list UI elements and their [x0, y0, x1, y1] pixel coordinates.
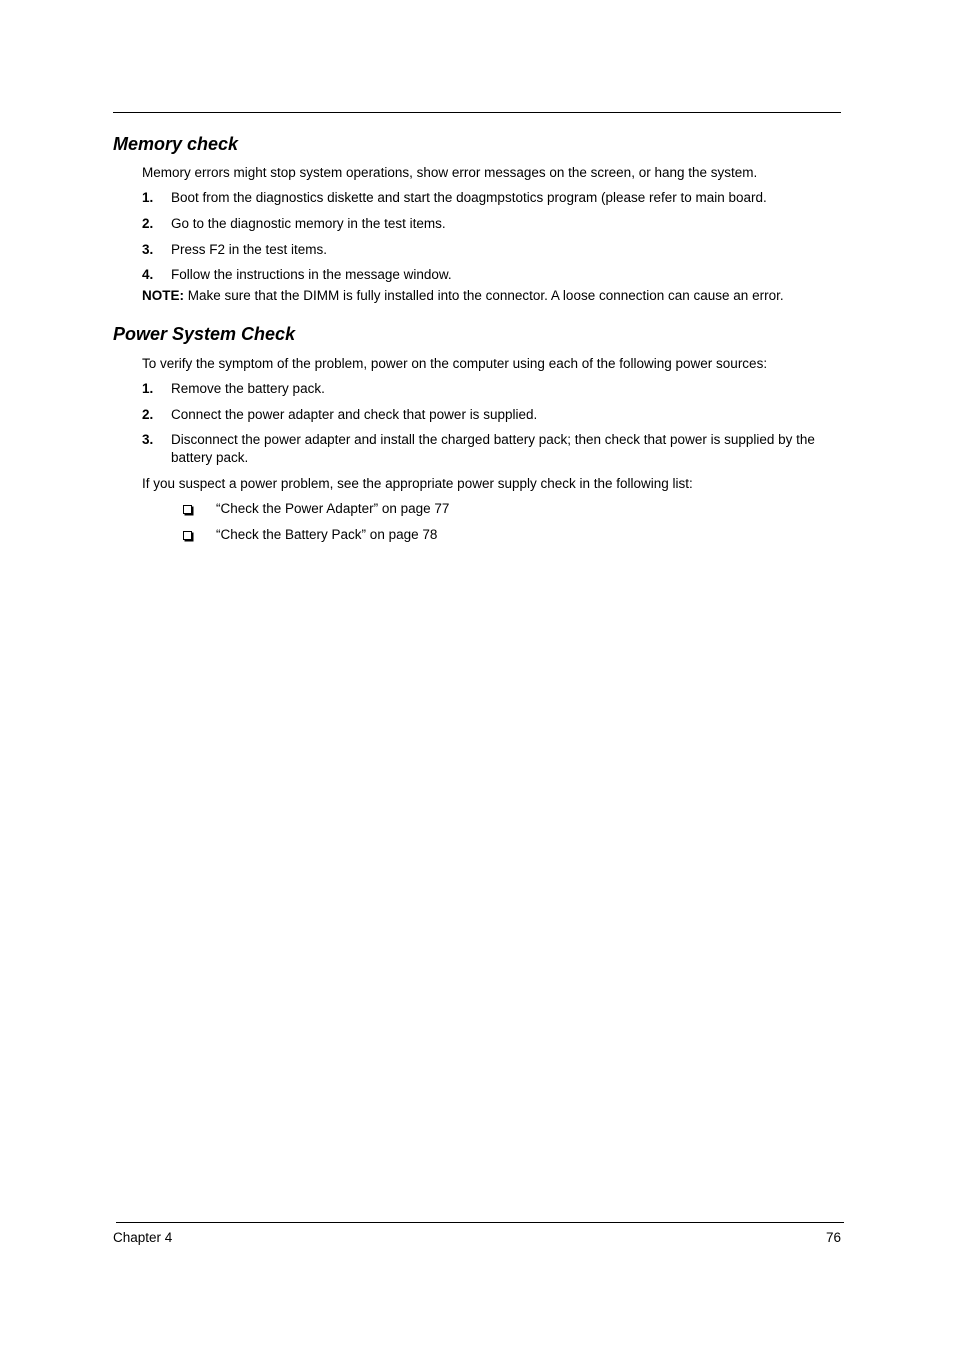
note-label: NOTE: — [142, 288, 184, 303]
step-text: Disconnect the power adapter and install the charged battery pack; then check that power is supplied by the battery pack. — [171, 432, 815, 465]
step-number: 3. — [142, 432, 154, 447]
header-rule — [113, 112, 841, 113]
memory-check-heading: Memory check — [113, 134, 239, 154]
link-text: “Check the Power Adapter” on page 77 — [216, 501, 450, 516]
footer-rule — [116, 1222, 844, 1223]
power-check-heading: Power System Check — [113, 324, 296, 344]
power-check-followup: If you suspect a power problem, see the appropriate power supply check in the following list: — [142, 476, 693, 491]
memory-note — [142, 287, 784, 305]
note-text: Make sure that the DIMM is fully installed into the connector. A loose connection can cause an error. — [184, 288, 784, 303]
step-number: 1. — [142, 381, 154, 396]
link-text: “Check the Battery Pack” on page 78 — [216, 527, 438, 542]
footer-page-number: 76 — [825, 1230, 841, 1245]
step-number: 4. — [142, 267, 154, 282]
step-text: Press F2 in the test items. — [171, 242, 328, 257]
step-number: 2. — [142, 407, 154, 422]
step-number: 3. — [142, 242, 154, 257]
checkbox-bullet-icon — [183, 505, 192, 514]
step-number: 2. — [142, 216, 154, 231]
footer-chapter: Chapter 4 — [113, 1230, 173, 1245]
step-number: 1. — [142, 190, 154, 205]
step-text: Remove the battery pack. — [171, 381, 325, 396]
step-text: Go to the diagnostic memory in the test items. — [171, 216, 446, 231]
step-text: Boot from the diagnostics diskette and start the doagmpstotics program (please refer to main board. — [171, 190, 767, 205]
step-text: Follow the instructions in the message window. — [171, 267, 452, 282]
checkbox-bullet-icon — [183, 531, 192, 540]
power-check-intro: To verify the symptom of the problem, power on the computer using each of the following power sources: — [142, 356, 768, 371]
memory-check-intro: Memory errors might stop system operations, show error messages on the screen, or hang the system. — [142, 165, 758, 180]
step-text: Connect the power adapter and check that power is supplied. — [171, 407, 538, 422]
